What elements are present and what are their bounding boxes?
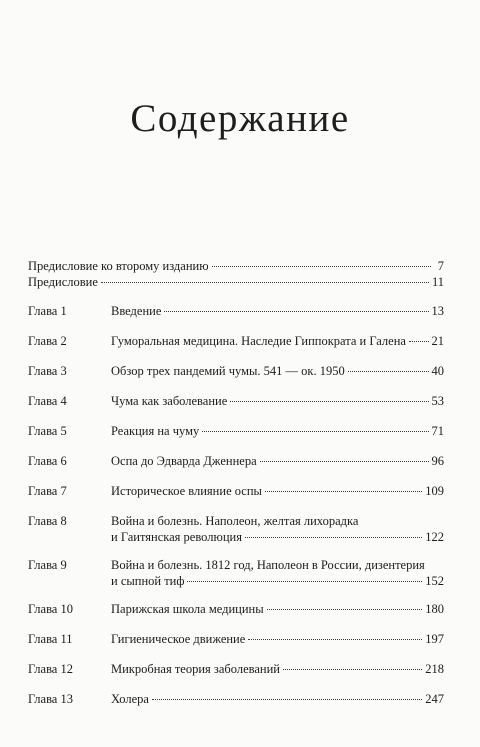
- dot-leader: [248, 639, 422, 640]
- chapter-label: Глава 10: [28, 602, 73, 616]
- chapter-label: Глава 12: [28, 662, 73, 676]
- chapter-label: Глава 8: [28, 514, 67, 528]
- entry-title: Предисловие ко второму изданию: [28, 259, 209, 273]
- page-number: 218: [425, 662, 444, 676]
- page-number: 96: [431, 454, 444, 468]
- entry-title: Предисловие: [28, 275, 98, 289]
- entry-title: Парижская школа медицины: [111, 602, 264, 616]
- page-number: 122: [425, 530, 444, 544]
- chapter-label: Глава 6: [28, 454, 67, 468]
- chapter-label: Глава 11: [28, 632, 73, 646]
- entry-title-line-1: Война и болезнь. 1812 год, Наполеон в России, дизентерия: [111, 558, 425, 572]
- chapter-label: Глава 3: [28, 364, 67, 378]
- page-number: 109: [425, 484, 444, 498]
- dot-leader: [348, 371, 429, 372]
- chapter-label: Глава 4: [28, 394, 67, 408]
- entry-title: Историческое влияние оспы: [111, 484, 262, 498]
- dot-leader: [230, 401, 428, 402]
- dot-leader: [212, 266, 431, 267]
- chapter-label: Глава 5: [28, 424, 67, 438]
- dot-leader: [164, 311, 428, 312]
- chapter-label: Глава 13: [28, 692, 73, 706]
- dot-leader: [267, 609, 423, 610]
- dot-leader: [260, 461, 429, 462]
- page-title: Содержание: [130, 97, 350, 140]
- dot-leader: [283, 669, 422, 670]
- entry-title: Реакция на чуму: [111, 424, 200, 438]
- entry-title: Микробная теория заболеваний: [111, 662, 280, 676]
- page-number: 197: [425, 632, 444, 646]
- page-number: 40: [431, 364, 444, 378]
- entry-title: Оспа до Эдварда Дженнера: [111, 454, 257, 468]
- chapter-label: Глава 9: [28, 558, 67, 572]
- dot-leader: [101, 282, 429, 283]
- page-number: 53: [431, 394, 444, 408]
- dot-leader: [152, 699, 422, 700]
- page-number: 11: [431, 275, 444, 289]
- entry-title: Введение: [111, 304, 162, 318]
- entry-title: Холера: [111, 692, 149, 706]
- entry-title: Обзор трех пандемий чумы. 541 — ок. 1950: [111, 364, 345, 378]
- page-number: 247: [425, 692, 444, 706]
- page-number: 71: [431, 424, 444, 438]
- entry-title: Гуморальная медицина. Наследие Гиппократа и Галена: [111, 334, 406, 348]
- dot-leader: [245, 537, 422, 538]
- chapter-label: Глава 1: [28, 304, 67, 318]
- dot-leader: [187, 581, 422, 582]
- entry-title: Гигиеническое движение: [111, 632, 246, 646]
- dot-leader: [202, 431, 428, 432]
- entry-title-line-2: и сыпной тиф: [111, 574, 185, 588]
- entry-title: Чума как заболевание: [111, 394, 228, 408]
- dot-leader: [409, 341, 429, 342]
- entry-title-line-1: Война и болезнь. Наполеон, желтая лихорадка: [111, 514, 359, 528]
- page-number: 21: [431, 334, 444, 348]
- chapter-label: Глава 7: [28, 484, 67, 498]
- page-number: 7: [437, 259, 444, 273]
- dot-leader: [265, 491, 422, 492]
- page-number: 13: [431, 304, 444, 318]
- page-number: 180: [425, 602, 444, 616]
- page-number: 152: [425, 574, 444, 588]
- entry-title-line-2: и Гаитянская революция: [111, 530, 242, 544]
- chapter-label: Глава 2: [28, 334, 67, 348]
